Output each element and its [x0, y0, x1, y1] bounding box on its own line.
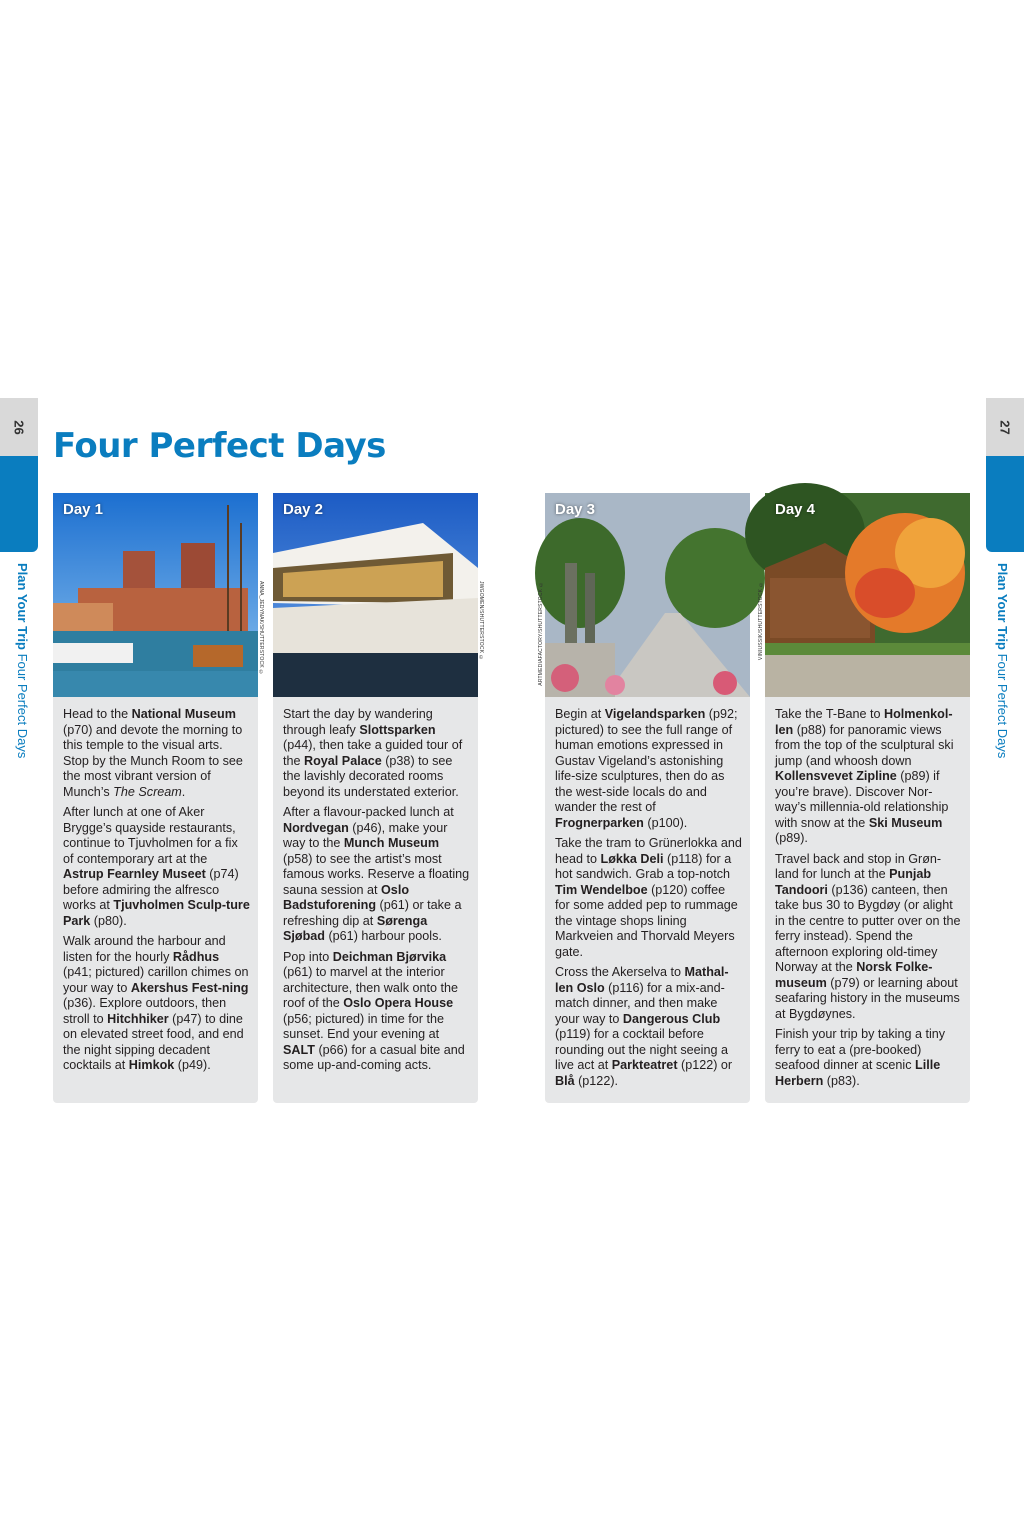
day-label: Day 4: [775, 501, 816, 518]
highlighted-place: Punjab Tandoori: [775, 867, 932, 897]
day-4-photo: [758, 493, 970, 697]
chapter-name: Four Perfect Days: [995, 653, 1010, 759]
page-title: Four Perfect Days: [53, 426, 386, 466]
day-3-text: [545, 697, 750, 1089]
highlighted-place: Lille Herbern: [775, 1058, 941, 1088]
highlighted-place: Slottsparken: [359, 722, 436, 737]
photo-credit: JWGOMEN/SHUTTERSTOCK ©: [478, 581, 484, 662]
section-tab: [986, 456, 1024, 552]
highlighted-place: Vigelandsparken: [604, 707, 706, 721]
left-page: [0, 398, 512, 1106]
section-tab: [0, 456, 38, 552]
highlighted-place: Frognerparken: [555, 815, 644, 830]
highlighted-place: Blå: [555, 1073, 575, 1088]
itinerary-paragraph: Cross the Akerselva to Mathal-len Oslo (p116) for a mix-and-match dinner, and then make your way to Dangerous Club (p119) for a cocktail before rounding out the night seeing a live act at Parkteatret (p122) or Blå (p122).: [555, 965, 733, 1088]
itinerary-paragraph: After a flavour-packed lunch at Nordvegan (p46), make your way to the Munch Museum (p58) to see the artist’s most famous works. Reserve a floating sauna session at Oslo Badstuforening (p61) or take a refreshing dip at Sørenga Sjøbad (p61) harbour pools.: [283, 805, 470, 943]
itinerary-paragraph: Head to the National Museum (p70) and devote the morning to this temple to the visual arts. Stop by the Munch Room to see the most vibrant version of Munch’s The Scream.: [63, 707, 243, 799]
itinerary-paragraph: Begin at Vigelandsparken (p92; pictured) to see the full range of human emotions expressed in Gustav Vigeland’s astonishing life-size sculptures, then do as the west-side locals do and wander the rest of Frognerparken (p100).: [555, 707, 738, 830]
itinerary-paragraph: Take the T-Bane to Holmenkol-len (p88) for panoramic views from the top of the sculptural ski jump (and whoosh down Kollensvevet Zipline (p89) if you’re brave). Discover Nor-way’s millennia-old relationship with snow at the Ski Museum (p89).: [775, 707, 954, 845]
photo-credit: ANNA_JEDYNAK/SHUTTERSTOCK ©: [258, 581, 264, 676]
highlighted-place: Hitchhiker: [107, 1011, 169, 1026]
day-1-photo: [53, 493, 264, 697]
highlighted-place: Dangerous Club: [622, 1011, 721, 1026]
day-2-text: [273, 697, 478, 1074]
day-label: Day 1: [63, 501, 104, 518]
highlighted-place: Parkteatret: [611, 1058, 678, 1072]
section-side-label: [10, 563, 30, 758]
day-card-2: [273, 493, 484, 1103]
itinerary-paragraph: After lunch at one of Aker Brygge’s quayside restaurants, continue to Tjuvholmen for a fix of contemporary art at the Astrup Fearnley Museet (p74) before admiring the alfresco works at Tjuvholmen Sculp-ture Park (p80).: [63, 805, 250, 928]
highlighted-place: Deichman Bjørvika: [332, 949, 447, 964]
highlighted-place: Løkka Deli: [600, 851, 664, 866]
highlighted-place: Royal Palace: [304, 753, 382, 768]
section-name: Plan Your Trip: [995, 563, 1010, 650]
page-number-tab: [0, 398, 38, 456]
day-card-1: [53, 493, 264, 1103]
chapter-name: Four Perfect Days: [15, 653, 30, 759]
highlighted-place: Tjuvholmen Sculp-ture Park: [63, 898, 250, 928]
page-number-tab: [986, 398, 1024, 456]
photo-credit: VINIUSSIK/SHUTTERSTOCK ©: [758, 581, 764, 661]
section-side-label: [990, 563, 1010, 758]
highlighted-place: Tim Wendelboe: [555, 882, 648, 897]
highlighted-place: Akershus Fest-ning: [130, 980, 249, 995]
highlighted-place: Kollensvevet Zipline: [775, 769, 897, 783]
highlighted-place: Himkok: [128, 1058, 175, 1072]
day-card-3: [538, 493, 750, 1103]
highlighted-place: Ski Museum: [868, 815, 943, 830]
itinerary-paragraph: Walk around the harbour and listen for the hourly Rådhus (p41; pictured) carillon chimes on your way to Akershus Fest-ning (p36). Explore outdoors, then stroll to Hitchhiker (p47) to dine on elevated street food, and end the night sipping decadent cocktails at Himkok (p49).: [63, 934, 249, 1072]
highlighted-place: Munch Museum: [343, 836, 440, 850]
day-card-4: [758, 493, 970, 1103]
itinerary-paragraph: Pop into Deichman Bjørvika (p61) to marvel at the interior architecture, then walk onto the roof of the Oslo Opera House (p56; pictured) in time for the sunset. End your evening at SALT (p66) for a casual bite and some up-and-coming acts.: [283, 949, 465, 1072]
day-1-text: [53, 697, 258, 1074]
day-2-photo: [273, 493, 484, 697]
artwork-title: The Scream: [113, 784, 182, 799]
highlighted-place: Mathal-len Oslo: [555, 965, 729, 995]
highlighted-place: Oslo Opera House: [343, 996, 454, 1010]
itinerary-paragraph: Take the tram to Grünerlokka and head to Løkka Deli (p118) for a hot sandwich. Grab a top-notch Tim Wendelboe (p120) coffee for some added pep to rummage the vintage shops lining Markveien and Thorvald Meyers gate.: [555, 836, 742, 959]
itinerary-paragraph: Finish your trip by taking a tiny ferry to eat a (pre-booked) seafood dinner at scenic Lille Herbern (p83).: [775, 1027, 946, 1088]
highlighted-place: Oslo Badstuforening: [283, 882, 410, 912]
day-label: Day 2: [283, 501, 324, 518]
highlighted-place: SALT: [283, 1042, 315, 1057]
page-number: 26: [11, 419, 27, 435]
day-3-photo: [538, 493, 750, 697]
day-4-text: [765, 697, 970, 1089]
page-number: 27: [997, 419, 1013, 435]
photo-credit: ARTMEDIAFACTORY/SHUTTERSTOCK ©: [538, 581, 544, 686]
day-label: Day 3: [555, 501, 596, 518]
highlighted-place: National Museum: [131, 707, 236, 721]
highlighted-place: Norsk Folke-museum: [775, 960, 933, 990]
highlighted-place: Rådhus: [172, 949, 220, 964]
itinerary-paragraph: Start the day by wandering through leafy Slottsparken (p44), then take a guided tour of the Royal Palace (p38) to see the lavishly decorated rooms beyond its understated exterior.: [283, 707, 463, 799]
highlighted-place: Sørenga Sjøbad: [283, 913, 428, 943]
highlighted-place: Astrup Fearnley Museet: [63, 867, 206, 881]
right-page: [512, 398, 1024, 1106]
itinerary-paragraph: Travel back and stop in Grøn-land for lunch at the Punjab Tandoori (p136) canteen, then take bus 30 to Bygdøy (or alight in the centre to putter over on the ferry instead). Spend the afternoon exploring old-timey Norway at the Norsk Folke-museum (p79) or learning about seafaring history in the museums at Bygdøynes.: [775, 851, 961, 1021]
highlighted-place: Holmenkol-len: [775, 707, 953, 737]
highlighted-place: Nordvegan: [283, 820, 349, 835]
section-name: Plan Your Trip: [15, 563, 30, 650]
